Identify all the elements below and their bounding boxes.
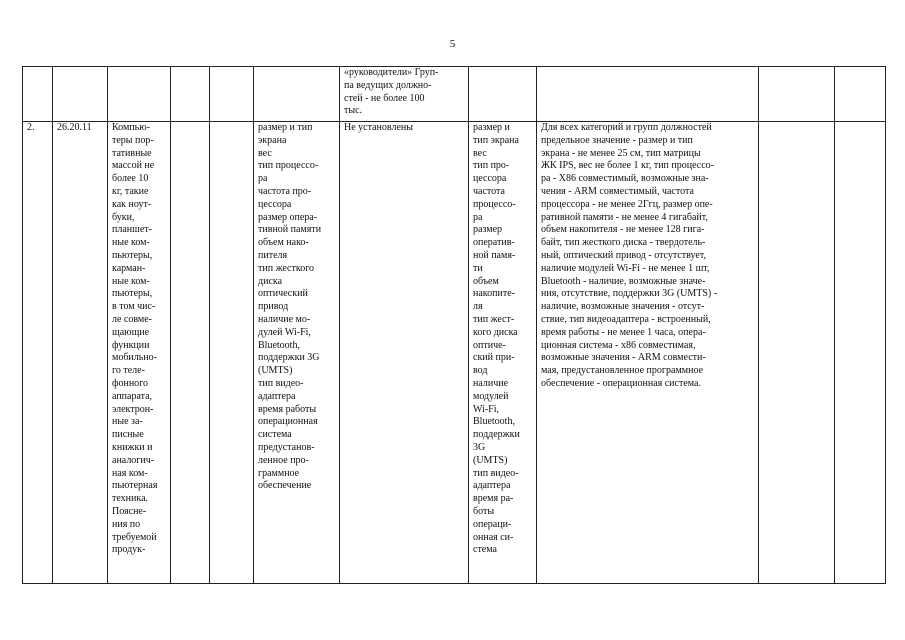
cell-line: поддержки — [473, 429, 520, 441]
cell-line: процессо- — [473, 198, 516, 210]
cell-line: ра — [258, 173, 268, 185]
table-cell — [210, 67, 254, 122]
cell-line: фонного — [112, 377, 149, 389]
row-number-cell — [23, 122, 53, 584]
cell-line: тип жест- — [473, 313, 515, 325]
cell-line: как ноут- — [112, 198, 152, 210]
page-number: 5 — [449, 38, 456, 50]
cell-line: Поясне- — [112, 505, 147, 517]
cell-line: дулей Wi-Fi, — [258, 326, 311, 338]
cell-line: процессора - не менее 2Ггц, размер опе- — [541, 198, 713, 210]
cell-line: ния, отсутствие, поддержки 3G (UMTS) - — [541, 288, 718, 300]
cell-line: поддержки 3G — [258, 352, 320, 364]
cell-line: частота — [473, 185, 505, 197]
table-cell — [171, 122, 210, 584]
cell-line: оптический — [258, 288, 308, 300]
cell-line: наличие, возможные значения - отсут- — [541, 301, 705, 313]
cell-line: требуемой — [112, 531, 157, 543]
cell-line: ле совме- — [112, 313, 153, 325]
cell-line: тип жесткого — [258, 262, 315, 274]
cell-line: модулей — [473, 390, 509, 402]
cell-line: цессора — [258, 198, 292, 210]
cell-line: пьютеры, — [112, 288, 153, 300]
cell-line: стема — [473, 544, 497, 556]
cell-line: ти — [473, 262, 483, 274]
cell-line: время ра- — [473, 493, 514, 505]
cell-line: тативные — [112, 147, 152, 159]
not-set-cell — [340, 122, 469, 584]
cell-line: частота про- — [258, 185, 312, 197]
table-cell — [340, 67, 469, 122]
table-row — [23, 67, 886, 122]
cell-line: адаптера — [258, 390, 296, 402]
cell-line: аппарата, — [112, 390, 153, 402]
cell-line: пьютеры, — [112, 249, 153, 261]
cell-line: стей - не более 100 — [344, 92, 425, 104]
cell-line: (UMTS) — [258, 365, 293, 377]
cell-line: размер опера- — [258, 211, 318, 223]
cell-line: онная си- — [473, 531, 514, 543]
cell-line: ционная система - x86 совместимая, — [541, 339, 696, 351]
cell-line: предельное значение - размер и тип — [541, 134, 693, 146]
cell-line: время работы - не менее 1 часа, опера- — [541, 326, 706, 338]
cell-line: щающие — [112, 326, 150, 338]
cell-line: тип процессо- — [258, 160, 319, 172]
cell-line: мая, предустановленное программное — [541, 365, 704, 377]
cell-line: граммное — [258, 467, 300, 479]
cell-line: обеспечение — [258, 480, 312, 492]
cell-line: ра - X86 совместимый, возможные зна- — [541, 173, 709, 185]
cell-line: ные ком- — [112, 275, 150, 287]
requirements-table — [22, 66, 886, 584]
okpd-code: 26.20.11 — [57, 122, 92, 133]
cell-line: Wi-Fi, — [473, 403, 499, 415]
cell-line: функции — [112, 339, 150, 351]
cell-line: объем — [473, 275, 499, 287]
cell-line: продук- — [112, 544, 146, 556]
values-cell — [537, 122, 759, 584]
cell-line: тип видео- — [473, 467, 519, 479]
cell-line: ная ком- — [112, 467, 148, 479]
table-cell — [210, 122, 254, 584]
table-cell — [469, 67, 537, 122]
cell-line: вес — [473, 147, 487, 159]
product-name-cell — [108, 122, 171, 584]
table-cell — [53, 67, 108, 122]
cell-line: размер и — [473, 122, 510, 133]
cell-line: «руководители» Груп- — [344, 67, 439, 78]
table-cell — [835, 122, 886, 584]
cell-line: наличие — [473, 377, 509, 389]
cell-line: аналогич- — [112, 454, 155, 466]
cell-line: наличие модулей Wi-Fi - не менее 1 шт, — [541, 262, 710, 274]
cell-line: ные за- — [112, 416, 143, 428]
table-cell — [171, 67, 210, 122]
cell-line: ленное про- — [258, 454, 309, 466]
cell-line: адаптера — [473, 480, 511, 492]
cell-line: в том чис- — [112, 301, 156, 313]
cell-line: теры пор- — [112, 134, 154, 146]
cell-line: ЖК IPS, вес не более 1 кг, тип процессо- — [541, 160, 714, 172]
cell-line: объем нако- — [258, 237, 309, 249]
cell-line: мобильно- — [112, 352, 157, 364]
cell-line: го теле- — [112, 365, 145, 377]
cell-line: время работы — [258, 403, 317, 415]
cell-line: буки, — [112, 211, 135, 223]
cell-line: цессора — [473, 173, 507, 185]
cell-line: вес — [258, 147, 272, 159]
cell-line: Для всех категорий и групп должностей — [541, 122, 712, 133]
cell-line: карман- — [112, 262, 146, 274]
cell-line: тивной памяти — [258, 224, 322, 236]
cell-line: кг, такие — [112, 185, 149, 197]
cell-line: пьютерная — [112, 480, 158, 492]
row-number: 2. — [27, 122, 35, 133]
cell-line: ной памя- — [473, 249, 516, 261]
cell-line: ля — [473, 301, 483, 313]
cell-line: кого диска — [473, 326, 518, 338]
table-cell — [254, 67, 340, 122]
cell-line: более 10 — [112, 173, 149, 185]
cell-line: ствие, тип видеоадаптера - встроенный, — [541, 313, 711, 325]
table-cell — [759, 67, 835, 122]
cell-line: оператив- — [473, 237, 515, 249]
cell-line: ративной памяти - не менее 4 гигабайт, — [541, 211, 708, 223]
cell-line: система — [258, 429, 292, 441]
cell-line: размер и тип — [258, 122, 313, 133]
table-cell — [835, 67, 886, 122]
cell-line: па ведущих должно- — [344, 79, 432, 91]
cell-line: тип экрана — [473, 134, 519, 146]
cell-line: размер — [473, 224, 503, 236]
cell-line: 3G — [473, 441, 486, 453]
cell-line: чения - ARM совместимый, частота — [541, 185, 694, 197]
cell-line: вод — [473, 365, 488, 377]
cell-line: Bluetooth, — [258, 339, 300, 351]
cell-line: ский при- — [473, 352, 515, 364]
cell-line: привод — [258, 301, 289, 313]
characteristics2-cell — [469, 122, 537, 584]
cell-line: тип про- — [473, 160, 510, 172]
cell-line: операционная — [258, 416, 318, 428]
cell-line: предустанов- — [258, 441, 315, 453]
cell-line: Bluetooth, — [473, 416, 515, 428]
cell-line: объем накопителя - не менее 128 гига- — [541, 224, 705, 236]
cell-line: тыс. — [344, 105, 363, 117]
table-cell — [537, 67, 759, 122]
cell-line: операци- — [473, 518, 512, 530]
cell-line: ный, оптический привод - отсутствует, — [541, 249, 706, 261]
cell-line: тип видео- — [258, 377, 304, 389]
not-set-text: Не установлены — [344, 122, 413, 133]
cell-line: ра — [473, 211, 483, 223]
cell-line: писные — [112, 429, 144, 441]
cell-line: пителя — [258, 249, 288, 261]
cell-line: обеспечение - операционная система. — [541, 377, 701, 389]
cell-line: ния по — [112, 518, 141, 530]
cell-line: боты — [473, 505, 495, 517]
cell-line: наличие мо- — [258, 313, 311, 325]
cell-line: возможные значения - ARM совмести- — [541, 352, 706, 364]
cell-line: ные ком- — [112, 237, 150, 249]
cell-line: экрана — [258, 134, 287, 146]
cell-line: (UMTS) — [473, 454, 508, 466]
table-row — [23, 122, 886, 584]
cell-line: экрана - не менее 25 см, тип матрицы — [541, 147, 701, 159]
cell-line: диска — [258, 275, 283, 287]
cell-line: Компью- — [112, 122, 151, 133]
cell-line: оптиче- — [473, 339, 506, 351]
table-cell — [23, 67, 53, 122]
cell-line: байт, тип жесткого диска - твердотель- — [541, 237, 706, 249]
cell-line: массой не — [112, 160, 155, 172]
cell-line: Bluetooth - наличие, возможные значе- — [541, 275, 706, 287]
code-cell — [53, 122, 108, 584]
cell-line: планшет- — [112, 224, 152, 236]
cell-line: книжки и — [112, 441, 153, 453]
table-cell — [108, 67, 171, 122]
table-cell — [759, 122, 835, 584]
characteristics-cell — [254, 122, 340, 584]
cell-line: накопите- — [473, 288, 515, 300]
cell-line: техника. — [112, 493, 149, 505]
cell-line: электрон- — [112, 403, 154, 415]
